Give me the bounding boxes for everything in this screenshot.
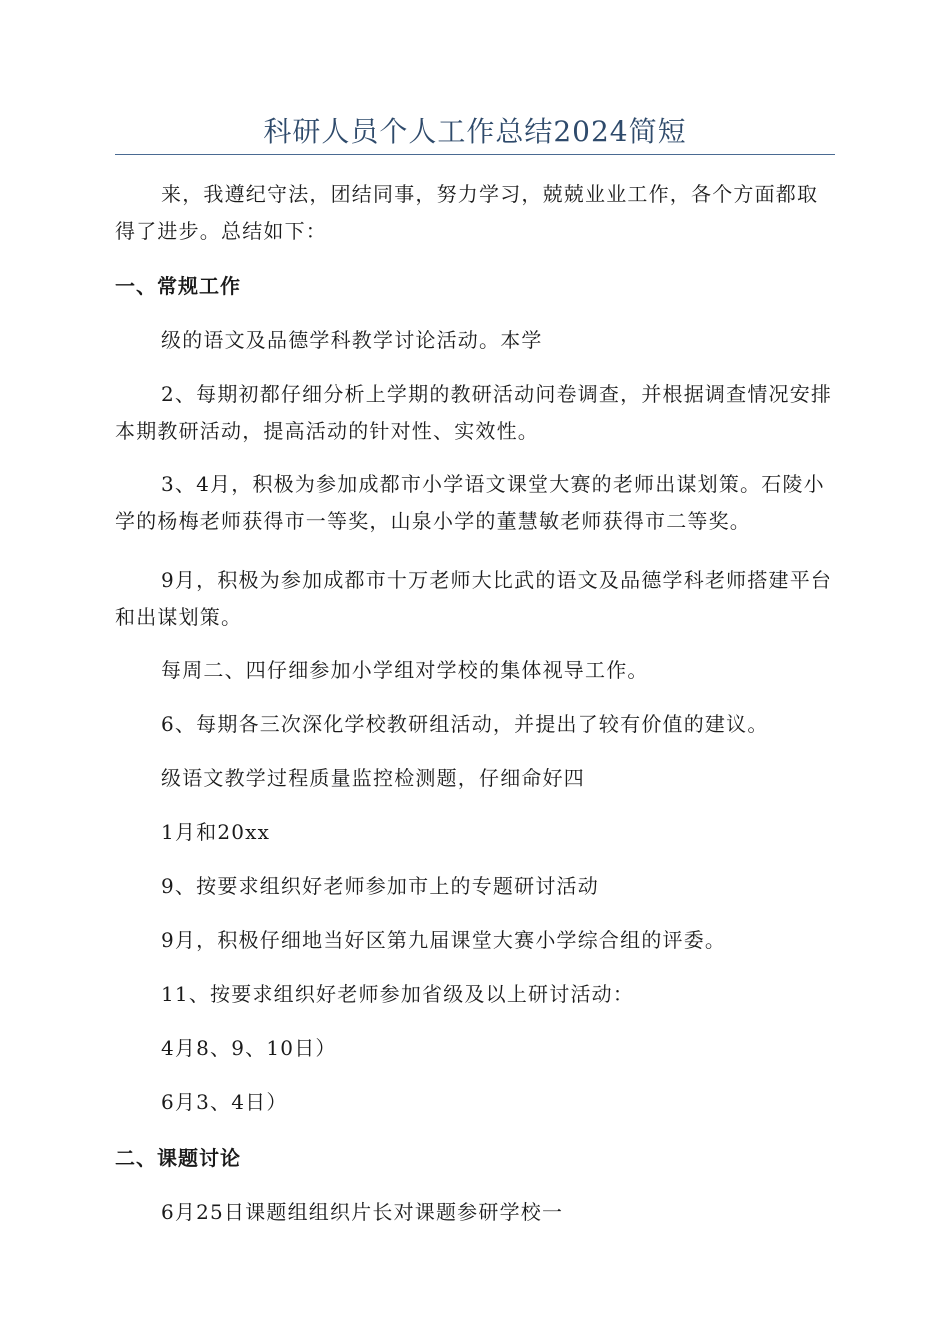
paragraph: 2、每期初都仔细分析上学期的教研活动问卷调查，并根据调查情况安排本期教研活动，提高活动的针对性、实效性。 <box>115 382 833 443</box>
paragraph: 6、每期各三次深化学校教研组活动，并提出了较有价值的建议。 <box>161 712 769 736</box>
paragraph: 9月，积极为参加成都市十万老师大比武的语文及品德学科老师搭建平台和出谋划策。 <box>115 568 833 629</box>
paragraph: 3、4月，积极为参加成都市小学语文课堂大赛的老师出谋划策。石陵小学的杨梅老师获得市一等奖，山泉小学的董慧敏老师获得市二等奖。 <box>115 472 825 533</box>
paragraph: 级的语文及品德学科教学讨论活动。本学 <box>161 328 543 352</box>
paragraph: 1月和20xx <box>161 820 271 844</box>
paragraph: 11、按要求组织好老师参加省级及以上研讨活动： <box>161 982 635 1006</box>
section-heading-research-discussion: 二、课题讨论 <box>115 1146 241 1170</box>
paragraph: 9月，积极仔细地当好区第九届课堂大赛小学综合组的评委。 <box>161 928 727 952</box>
paragraph: 每周二、四仔细参加小学组对学校的集体视导工作。 <box>161 658 649 682</box>
document-title: 科研人员个人工作总结2024简短 <box>263 115 687 148</box>
title-underline <box>115 154 835 155</box>
paragraph: 9、按要求组织好老师参加市上的专题研讨活动 <box>161 874 599 898</box>
paragraph: 级语文教学过程质量监控检测题，仔细命好四 <box>161 766 585 790</box>
paragraph: 6月25日课题组组织片长对课题参研学校一 <box>161 1200 564 1224</box>
section-heading-routine-work: 一、常规工作 <box>115 274 241 298</box>
paragraph: 6月3、4日） <box>161 1090 288 1114</box>
intro-paragraph: 来，我遵纪守法，团结同事，努力学习，兢兢业业工作，各个方面都取得了进步。总结如下： <box>115 182 819 243</box>
paragraph: 4月8、9、10日） <box>161 1036 337 1060</box>
